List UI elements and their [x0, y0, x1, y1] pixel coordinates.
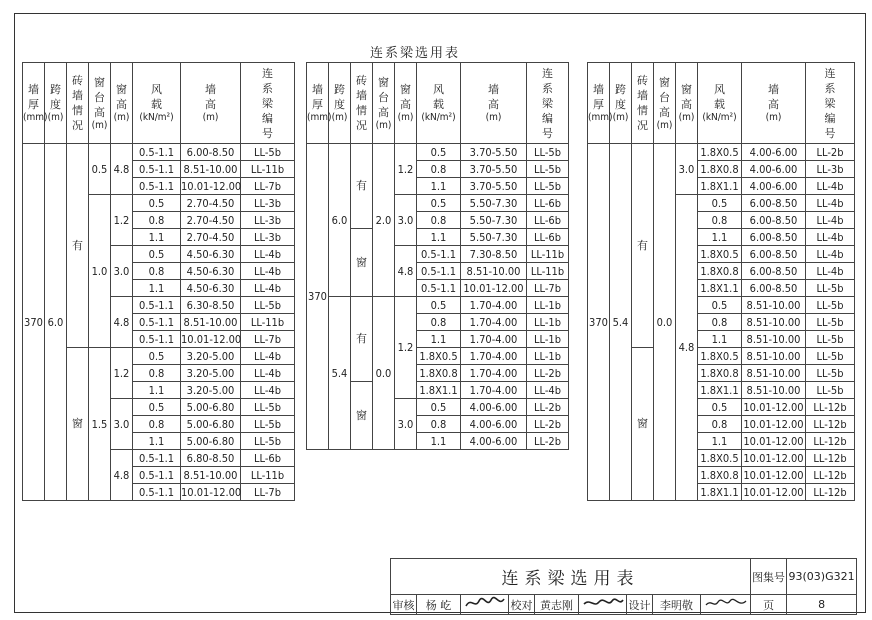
beam-code-cell: LL-4b — [527, 382, 569, 399]
beam-code-cell: LL-2b — [527, 365, 569, 382]
beam-code-cell: LL-6b — [241, 450, 295, 467]
header-condition: 砖墙情况 — [67, 63, 89, 144]
wind-load-cell: 0.8 — [417, 416, 461, 433]
wind-load-cell: 0.5-1.1 — [133, 450, 181, 467]
wind-load-cell: 0.8 — [417, 212, 461, 229]
wall-height-cell: 2.70-4.50 — [181, 212, 241, 229]
beam-code-cell: LL-5b — [806, 280, 855, 297]
wind-load-cell: 0.5 — [133, 246, 181, 263]
wall-height-cell: 5.50-7.30 — [461, 212, 527, 229]
beam-code-cell: LL-5b — [241, 144, 295, 161]
span-cell: 6.0 — [329, 144, 351, 297]
span-cell: 5.4 — [610, 144, 632, 501]
wall-height-cell: 1.70-4.00 — [461, 331, 527, 348]
header-window: 窗高 (m) — [111, 63, 133, 144]
window-height-cell: 4.8 — [111, 450, 133, 501]
wind-load-cell: 0.5-1.1 — [133, 331, 181, 348]
sill-height-cell: 1.0 — [89, 195, 111, 348]
wall-height-cell: 8.51-10.00 — [181, 467, 241, 484]
wall-height-cell: 4.50-6.30 — [181, 263, 241, 280]
wall-condition-cell: 窗 — [351, 229, 373, 297]
wall-height-cell: 6.00-8.50 — [742, 195, 806, 212]
header-window: 窗高 (m) — [676, 63, 698, 144]
beam-code-cell: LL-2b — [806, 144, 855, 161]
wall-height-cell: 5.50-7.30 — [461, 195, 527, 212]
wind-load-cell: 1.1 — [417, 331, 461, 348]
wind-load-cell: 1.8X0.8 — [698, 161, 742, 178]
wind-load-cell: 0.5-1.1 — [417, 263, 461, 280]
design-label: 设计 — [627, 595, 653, 615]
beam-code-cell: LL-4b — [806, 263, 855, 280]
wall-height-cell: 6.00-8.50 — [742, 280, 806, 297]
beam-code-cell: LL-12b — [806, 416, 855, 433]
span-cell: 5.4 — [329, 297, 351, 450]
header-code: 连系梁编号 — [806, 63, 855, 144]
wind-load-cell: 0.5 — [698, 297, 742, 314]
wind-load-cell: 0.5 — [417, 297, 461, 314]
beam-code-cell: LL-2b — [527, 416, 569, 433]
header-condition: 砖墙情况 — [351, 63, 373, 144]
beam-code-cell: LL-12b — [806, 467, 855, 484]
beam-code-cell: LL-11b — [527, 246, 569, 263]
wall-height-cell: 8.51-10.00 — [181, 314, 241, 331]
atlas-label: 图集号 — [751, 559, 787, 595]
wall-condition-cell: 窗 — [632, 348, 654, 501]
wind-load-cell: 1.1 — [698, 229, 742, 246]
wall-thickness-cell: 370 — [588, 144, 610, 501]
beam-code-cell: LL-5b — [806, 382, 855, 399]
wall-height-cell: 5.00-6.80 — [181, 433, 241, 450]
checker-name: 黄志刚 — [535, 595, 579, 615]
reviewer-name: 杨 屹 — [417, 595, 461, 615]
wind-load-cell: 1.8X0.8 — [417, 365, 461, 382]
wall-height-cell: 6.30-8.50 — [181, 297, 241, 314]
beam-code-cell: LL-11b — [241, 161, 295, 178]
sill-height-cell: 2.0 — [373, 144, 395, 297]
header-sill: 窗台高 (m) — [89, 63, 111, 144]
wind-load-cell: 1.1 — [698, 331, 742, 348]
wall-height-cell: 8.51-10.00 — [742, 348, 806, 365]
beam-code-cell: LL-5b — [806, 365, 855, 382]
wall-height-cell: 6.00-8.50 — [181, 144, 241, 161]
wall-height-cell: 4.00-6.00 — [461, 399, 527, 416]
wind-load-cell: 0.5-1.1 — [133, 314, 181, 331]
table-header — [588, 63, 855, 144]
wall-condition-cell: 窗 — [67, 348, 89, 501]
wall-height-cell: 4.00-6.00 — [742, 144, 806, 161]
span-cell: 6.0 — [45, 144, 67, 501]
beam-code-cell: LL-3b — [806, 161, 855, 178]
beam-code-cell: LL-2b — [527, 399, 569, 416]
reviewer-signature — [461, 595, 509, 615]
wall-height-cell: 10.01-12.00 — [181, 485, 242, 499]
wall-height-cell: 3.20-5.00 — [181, 365, 241, 382]
beam-code-cell: LL-4b — [241, 263, 295, 280]
beam-code-cell: LL-11b — [527, 263, 569, 280]
checker-signature — [579, 595, 627, 615]
wall-height-cell: 3.70-5.50 — [461, 144, 527, 161]
window-height-cell: 4.8 — [111, 144, 133, 195]
wall-height-cell: 4.00-6.00 — [742, 178, 806, 195]
window-height-cell: 4.8 — [395, 246, 417, 297]
wall-height-cell: 6.00-8.50 — [742, 246, 806, 263]
wall-height-cell: 5.50-7.30 — [461, 229, 527, 246]
wind-load-cell: 0.5-1.1 — [133, 297, 181, 314]
window-height-cell: 1.2 — [395, 297, 417, 399]
wind-load-cell: 0.5-1.1 — [133, 178, 181, 195]
wind-load-cell: 0.5 — [698, 399, 742, 416]
beam-code-cell: LL-4b — [241, 348, 295, 365]
wall-height-cell: 6.00-8.50 — [742, 212, 806, 229]
beam-code-cell: LL-4b — [241, 382, 295, 399]
beam-code-cell: LL-12b — [806, 399, 855, 416]
beam-code-cell: LL-5b — [241, 297, 295, 314]
wind-load-cell: 1.8X0.5 — [417, 348, 461, 365]
beam-code-cell: LL-4b — [241, 280, 295, 297]
wind-load-cell: 0.5 — [417, 195, 461, 212]
wind-load-cell: 1.8X0.8 — [698, 365, 742, 382]
table-header — [307, 63, 569, 144]
wall-height-cell: 5.00-6.80 — [181, 416, 241, 433]
wind-load-cell: 0.8 — [133, 263, 181, 280]
beam-code-cell: LL-5b — [527, 161, 569, 178]
wind-load-cell: 1.8X0.5 — [698, 144, 742, 161]
beam-code-cell: LL-4b — [806, 246, 855, 263]
wall-thickness-cell: 370 — [307, 144, 329, 450]
wall-height-cell: 3.20-5.00 — [181, 348, 241, 365]
header-thickness: 墙厚 (mm) — [588, 63, 610, 144]
wind-load-cell: 0.5-1.1 — [133, 484, 181, 501]
wall-condition-cell: 有 — [632, 144, 654, 348]
wind-load-cell: 1.8X0.5 — [698, 246, 742, 263]
wall-height-cell: 10.01-12.00 — [743, 434, 804, 448]
wind-load-cell: 0.5 — [133, 348, 181, 365]
wind-load-cell: 1.8X0.8 — [698, 467, 742, 484]
wind-load-cell: 1.1 — [133, 382, 181, 399]
page-title: 连系梁选用表 — [369, 46, 460, 61]
beam-code-cell: LL-12b — [806, 433, 855, 450]
wall-height-cell: 8.51-10.00 — [742, 314, 806, 331]
beam-code-cell: LL-4b — [806, 212, 855, 229]
wind-load-cell: 0.8 — [417, 314, 461, 331]
wall-thickness-cell: 370 — [23, 144, 45, 501]
beam-code-cell: LL-5b — [527, 178, 569, 195]
header-wind: 风载 (kN/m²) — [133, 63, 181, 144]
wall-height-cell: 1.70-4.00 — [461, 382, 527, 399]
atlas-number: 93(03)G321 — [787, 559, 857, 595]
header-condition: 砖墙情况 — [632, 63, 654, 144]
beam-code-cell: LL-2b — [527, 433, 569, 450]
table-row — [307, 297, 569, 314]
wall-height-cell: 6.00-8.50 — [742, 263, 806, 280]
beam-code-cell: LL-5b — [806, 348, 855, 365]
wall-height-cell: 10.01-12.00 — [461, 280, 527, 297]
header-code: 连系梁编号 — [241, 63, 295, 144]
window-height-cell: 3.0 — [111, 246, 133, 297]
wind-load-cell: 1.8X1.1 — [698, 484, 742, 501]
window-height-cell: 3.0 — [676, 144, 698, 195]
table-row — [307, 144, 569, 161]
wind-load-cell: 0.8 — [698, 212, 742, 229]
wall-height-cell: 4.50-6.30 — [181, 280, 241, 297]
wind-load-cell: 1.8X0.8 — [698, 263, 742, 280]
beam-code-cell: LL-11b — [241, 314, 295, 331]
wind-load-cell: 0.5 — [698, 195, 742, 212]
wall-height-cell: 1.70-4.00 — [461, 297, 527, 314]
beam-code-cell: LL-5b — [241, 433, 295, 450]
window-height-cell: 1.2 — [111, 348, 133, 399]
beam-code-cell: LL-11b — [241, 467, 295, 484]
window-height-cell: 4.8 — [676, 195, 698, 501]
wind-load-cell: 1.8X1.1 — [698, 178, 742, 195]
header-thickness: 墙厚 (mm) — [307, 63, 329, 144]
designer-name: 李明敬 — [653, 595, 701, 615]
wall-height-cell: 2.70-4.50 — [181, 229, 241, 246]
wall-height-cell: 2.70-4.50 — [181, 195, 241, 212]
beam-table-3 — [587, 62, 855, 501]
beam-code-cell: LL-6b — [527, 212, 569, 229]
wall-height-cell: 4.00-6.00 — [742, 161, 806, 178]
wind-load-cell: 1.1 — [133, 229, 181, 246]
wall-height-cell: 3.20-5.00 — [181, 382, 241, 399]
wind-load-cell: 1.1 — [698, 433, 742, 450]
beam-code-cell: LL-5b — [241, 399, 295, 416]
review-label: 审核 — [391, 595, 417, 615]
wind-load-cell: 1.8X1.1 — [698, 280, 742, 297]
table-row — [588, 144, 855, 161]
beam-code-cell: LL-5b — [806, 297, 855, 314]
header-sill: 窗台高 (m) — [373, 63, 395, 144]
wall-height-cell: 10.01-12.00 — [743, 468, 804, 482]
wind-load-cell: 1.1 — [417, 229, 461, 246]
wall-height-cell: 4.00-6.00 — [461, 433, 527, 450]
header-span: 跨度 (m) — [610, 63, 632, 144]
wall-condition-cell: 有 — [351, 144, 373, 229]
wall-height-cell: 8.51-10.00 — [742, 331, 806, 348]
designer-signature — [701, 595, 751, 615]
wind-load-cell: 0.8 — [698, 416, 742, 433]
wind-load-cell: 0.8 — [698, 314, 742, 331]
wind-load-cell: 0.8 — [133, 212, 181, 229]
beam-code-cell: LL-1b — [527, 348, 569, 365]
header-sill: 窗台高 (m) — [654, 63, 676, 144]
beam-code-cell: LL-6b — [527, 195, 569, 212]
window-height-cell: 1.2 — [395, 144, 417, 195]
header-code: 连系梁编号 — [527, 63, 569, 144]
window-height-cell: 3.0 — [111, 399, 133, 450]
wall-height-cell: 8.51-10.00 — [742, 297, 806, 314]
header-wind: 风载 (kN/m²) — [417, 63, 461, 144]
wall-height-cell: 7.30-8.50 — [461, 246, 527, 263]
wall-height-cell: 10.01-12.00 — [743, 485, 804, 499]
wind-load-cell: 1.8X0.5 — [698, 348, 742, 365]
wall-condition-cell: 有 — [351, 297, 373, 382]
beam-code-cell: LL-3b — [241, 229, 295, 246]
beam-code-cell: LL-7b — [241, 484, 295, 501]
wind-load-cell: 1.1 — [417, 433, 461, 450]
beam-code-cell: LL-12b — [806, 450, 855, 467]
beam-code-cell: LL-4b — [806, 178, 855, 195]
wind-load-cell: 0.5-1.1 — [417, 246, 461, 263]
header-window: 窗高 (m) — [395, 63, 417, 144]
beam-code-cell: LL-6b — [527, 229, 569, 246]
wind-load-cell: 1.1 — [417, 178, 461, 195]
check-label: 校对 — [509, 595, 535, 615]
wall-height-cell: 8.51-10.00 — [461, 263, 527, 280]
header-span: 跨度 (m) — [45, 63, 67, 144]
wind-load-cell: 0.5 — [417, 144, 461, 161]
wall-height-cell: 3.70-5.50 — [461, 161, 527, 178]
beam-table-2 — [306, 62, 569, 450]
beam-code-cell: LL-5b — [527, 144, 569, 161]
title-block — [390, 558, 857, 615]
wind-load-cell: 0.5-1.1 — [133, 144, 181, 161]
window-height-cell: 4.8 — [111, 297, 133, 348]
wall-height-cell: 8.51-10.00 — [181, 161, 241, 178]
beam-code-cell: LL-5b — [806, 314, 855, 331]
beam-code-cell: LL-1b — [527, 314, 569, 331]
sill-height-cell: 1.5 — [89, 348, 111, 501]
title-block-title: 连系梁选用表 — [391, 559, 751, 595]
wall-height-cell: 10.01-12.00 — [181, 179, 242, 193]
wall-height-cell: 6.00-8.50 — [742, 229, 806, 246]
wall-height-cell: 4.00-6.00 — [461, 416, 527, 433]
header-thickness: 墙厚 (mm) — [23, 63, 45, 144]
header-wall: 墙高 (m) — [742, 63, 806, 144]
beam-code-cell: LL-3b — [241, 212, 295, 229]
header-wall: 墙高 (m) — [181, 63, 241, 144]
wind-load-cell: 0.5 — [417, 399, 461, 416]
wall-height-cell: 1.70-4.00 — [461, 365, 527, 382]
wind-load-cell: 0.8 — [133, 416, 181, 433]
wind-load-cell: 0.5-1.1 — [417, 280, 461, 297]
wall-height-cell: 6.80-8.50 — [181, 450, 241, 467]
wall-condition-cell: 窗 — [351, 382, 373, 450]
wall-height-cell: 1.70-4.00 — [461, 314, 527, 331]
header-wall: 墙高 (m) — [461, 63, 527, 144]
wall-height-cell: 3.70-5.50 — [461, 178, 527, 195]
beam-code-cell: LL-5b — [241, 416, 295, 433]
wind-load-cell: 1.8X0.5 — [698, 450, 742, 467]
window-height-cell: 3.0 — [395, 399, 417, 450]
beam-code-cell: LL-12b — [806, 484, 855, 501]
beam-code-cell: LL-7b — [241, 331, 295, 348]
table-row — [23, 144, 295, 161]
window-height-cell: 1.2 — [111, 195, 133, 246]
wall-height-cell: 10.01-12.00 — [743, 417, 804, 431]
beam-code-cell: LL-1b — [527, 331, 569, 348]
wind-load-cell: 0.5-1.1 — [133, 467, 181, 484]
wind-load-cell: 0.8 — [417, 161, 461, 178]
wall-height-cell: 10.01-12.00 — [181, 332, 242, 346]
wall-height-cell: 10.01-12.00 — [743, 400, 804, 414]
wind-load-cell: 1.8X1.1 — [417, 382, 461, 399]
wall-height-cell: 10.01-12.00 — [743, 451, 804, 465]
wind-load-cell: 1.1 — [133, 433, 181, 450]
beam-table-1 — [22, 62, 295, 501]
sill-height-cell: 0.0 — [654, 144, 676, 501]
page-number: 8 — [787, 595, 857, 615]
wall-height-cell: 1.70-4.00 — [461, 348, 527, 365]
wind-load-cell: 0.5 — [133, 195, 181, 212]
table-header — [23, 63, 295, 144]
header-span: 跨度 (m) — [329, 63, 351, 144]
wind-load-cell: 0.8 — [133, 365, 181, 382]
beam-code-cell: LL-7b — [527, 280, 569, 297]
beam-code-cell: LL-4b — [806, 229, 855, 246]
beam-code-cell: LL-4b — [806, 195, 855, 212]
wind-load-cell: 1.1 — [133, 280, 181, 297]
page-label: 页 — [751, 595, 787, 615]
wind-load-cell: 0.5 — [133, 399, 181, 416]
beam-code-cell: LL-3b — [241, 195, 295, 212]
wall-condition-cell: 有 — [67, 144, 89, 348]
wall-height-cell: 4.50-6.30 — [181, 246, 241, 263]
beam-code-cell: LL-4b — [241, 246, 295, 263]
beam-code-cell: LL-1b — [527, 297, 569, 314]
sill-height-cell: 0.5 — [89, 144, 111, 195]
wind-load-cell: 1.8X1.1 — [698, 382, 742, 399]
sill-height-cell: 0.0 — [373, 297, 395, 450]
wall-height-cell: 8.51-10.00 — [742, 382, 806, 399]
wall-height-cell: 8.51-10.00 — [742, 365, 806, 382]
beam-code-cell: LL-5b — [806, 331, 855, 348]
header-wind: 风载 (kN/m²) — [698, 63, 742, 144]
window-height-cell: 3.0 — [395, 195, 417, 246]
wall-height-cell: 5.00-6.80 — [181, 399, 241, 416]
wind-load-cell: 0.5-1.1 — [133, 161, 181, 178]
beam-code-cell: LL-7b — [241, 178, 295, 195]
beam-code-cell: LL-4b — [241, 365, 295, 382]
